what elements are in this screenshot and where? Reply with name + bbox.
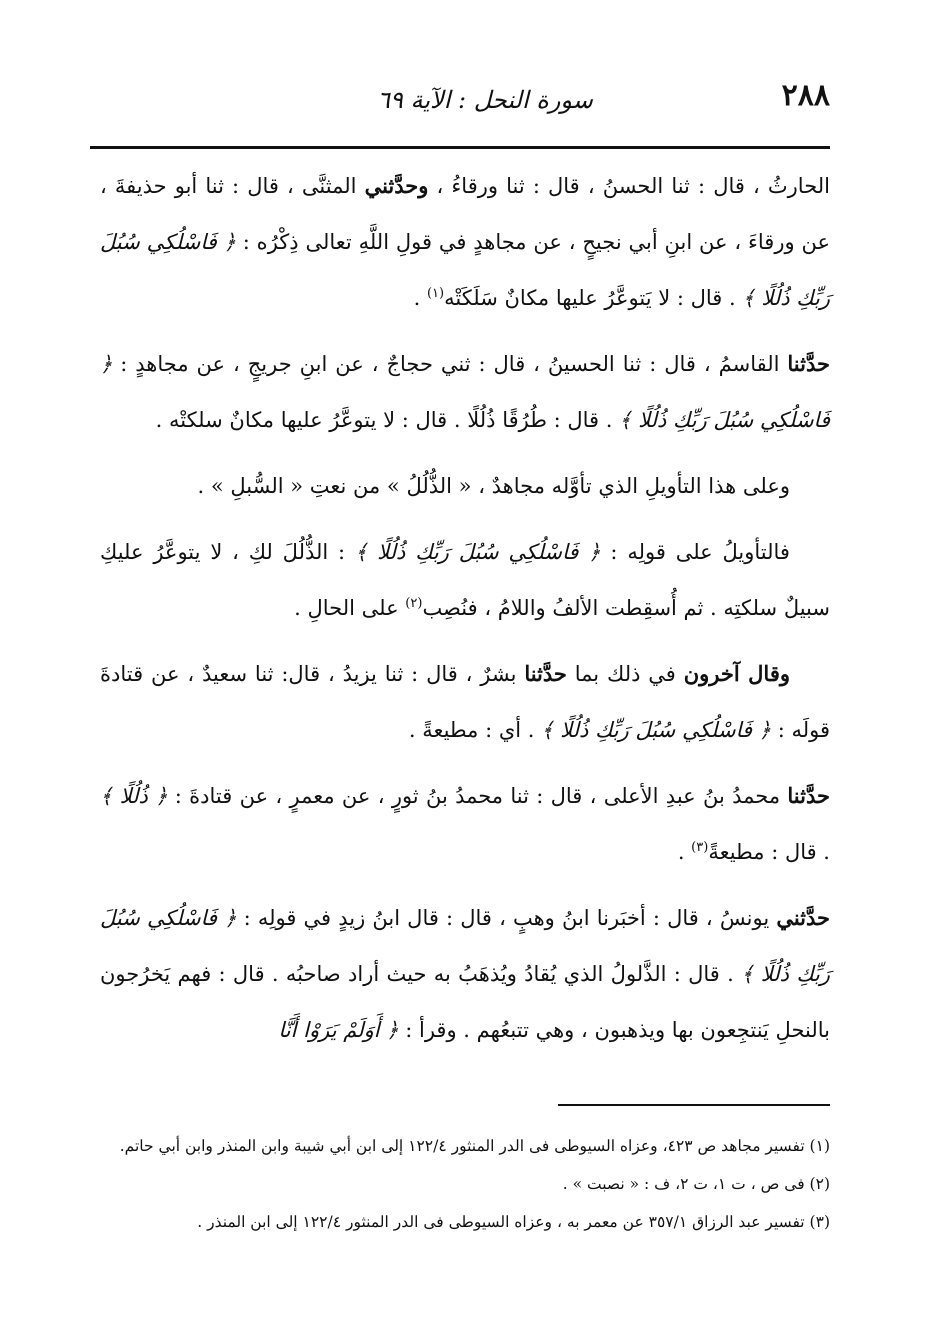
text-run: القاسمُ ، قال : ثنا الحسينُ ، قال : ثني حجاجٌ ، عن ابنِ جريجٍ ، عن مجاهدٍ : — [112, 352, 788, 376]
running-title: سورة النحل : الآية ٦٩ — [377, 86, 593, 114]
text-run: . قال : لا يَتوعَّرُ عليها مكانٌ سَلَكَتْه — [444, 286, 743, 310]
quran-quote: ﴿ فَاسْلُكِي سُبُلَ رَبِّكِ ذُلُلًا ﴾ — [100, 230, 830, 310]
text-run: فالتأويلُ على قولِه : — [600, 540, 790, 564]
footnote: (٣) تفسير عبد الرزاق ٣٥٧/١ عن معمر به ، وعزاه السيوطى فى الدر المنثور ١٢٢/٤ إلى ابن المنذر . — [197, 1213, 830, 1231]
quran-quote: ﴿ ذُلُلًا ﴾ — [100, 784, 168, 808]
footnote: (١) تفسير مجاهد ص ٤٢٣، وعزاه السيوطى فى الدر المنثور ١٢٢/٤ إلى ابن أبي شيبة وابن المنذر وابن أبي حاتم. — [119, 1137, 830, 1155]
paragraph — [100, 458, 830, 514]
quran-quote: ﴿ فَاسْلُكِي سُبُلَ رَبِّكِ ذُلُلًا ﴾ — [541, 718, 772, 742]
quran-quote: ﴿ فَاسْلُكِي سُبُلَ رَبِّكِ ذُلُلًا ﴾ — [100, 352, 830, 432]
footnote-divider — [558, 1104, 830, 1106]
paragraph — [100, 646, 830, 758]
page-number: ٢٨٨ — [781, 78, 830, 113]
footnote-ref: (١) — [426, 286, 445, 301]
footnotes — [100, 1132, 830, 1246]
text-run: : الذُّلُلَ لكِ ، لا يتوعَّرُ عليكِ سبيلٌ سلكتِه . ثم أُسقِطت الألفُ واللامُ ، فنُصِب — [100, 540, 830, 620]
text-run: . قال : الذَّلولُ الذي يُقادُ ويُذهَبُ به حيث أراد صاحبُه . قال : فهم يَخرُجون بالنحلِ يَنتجِعون بها ويذهبون ، وهي تتبعُهم . وقرأ : — [100, 962, 830, 1042]
text-run: على الحالِ . — [294, 596, 406, 620]
text-run: المثنَّى ، قال : ثنا أبو حذيفةَ ، عن ورقاءَ ، عن ابنِ أبي نجيحٍ ، عن مجاهدٍ في قولِ اللَّهِ تعالى ذِكْرُه : — [100, 174, 830, 254]
text-run: في ذلك بما — [566, 662, 684, 686]
quran-quote: ﴿ فَاسْلُكِي سُبُلَ رَبِّكِ ذُلُلًا ﴾ — [354, 540, 601, 564]
isnad-lead: حدَّثني — [776, 905, 831, 930]
isnad-lead: وحدَّثني — [364, 173, 429, 198]
isnad-lead: حدَّثنا — [787, 351, 830, 376]
text-run: محمدُ بنُ عبدِ الأعلى ، قال : ثنا محمدُ بنُ ثورٍ ، عن معمرٍ ، عن قتادةَ : — [167, 784, 788, 808]
isnad-lead: حدَّثنا — [524, 661, 567, 686]
paragraph — [100, 768, 830, 880]
text-run: الحارثُ ، قال : ثنا الحسنُ ، قال : ثنا ورقاءُ ، — [428, 174, 830, 198]
quran-quote: ﴿ فَاسْلُكِي سُبُلَ رَبِّكِ ذُلُلًا ﴾ — [100, 906, 831, 986]
text-run: وعلى هذا التأويلِ الذي تأوَّله مجاهدٌ ، « الذُّلُلُ » من نعتِ « السُّبلِ » . — [197, 474, 790, 498]
footnote-ref: (٢) — [405, 596, 423, 611]
isnad-lead: حدَّثنا — [787, 783, 830, 808]
text-run: . قال : طُرُقًا ذُلُلًا . قال : لا يتوعَّرُ عليها مكانٌ سلكتْه . — [155, 408, 620, 432]
text-run: يونسُ ، قال : أخبَرنا ابنُ وهبٍ ، قال : قال ابنُ زيدٍ في قولِه : — [236, 906, 777, 930]
main-text — [100, 158, 830, 1058]
paragraph — [100, 336, 830, 448]
text-run: . أي : مطيعةً . — [408, 718, 542, 742]
text-run: . قال : مطيعةً — [708, 840, 830, 864]
text-run: بشرٌ ، قال : ثنا يزيدُ ، قال: ثنا سعيدٌ ، عن قتادةَ قولَه : — [100, 662, 830, 742]
paragraph — [100, 890, 830, 1058]
footnote-ref: (٣) — [691, 840, 709, 855]
paragraph — [100, 158, 830, 326]
footnote: (٢) فى ص ، ت ١، ت ٢، ف : « نصبت » . — [562, 1175, 830, 1193]
quran-quote: ﴿ أَوَلَمْ يَرَوْا أَنَّا — [278, 1018, 399, 1042]
header-divider — [90, 146, 830, 149]
text-run: . — [413, 286, 427, 310]
paragraph — [100, 524, 830, 636]
isnad-lead: وقال آخرون — [683, 661, 790, 686]
text-run: . — [677, 840, 692, 864]
